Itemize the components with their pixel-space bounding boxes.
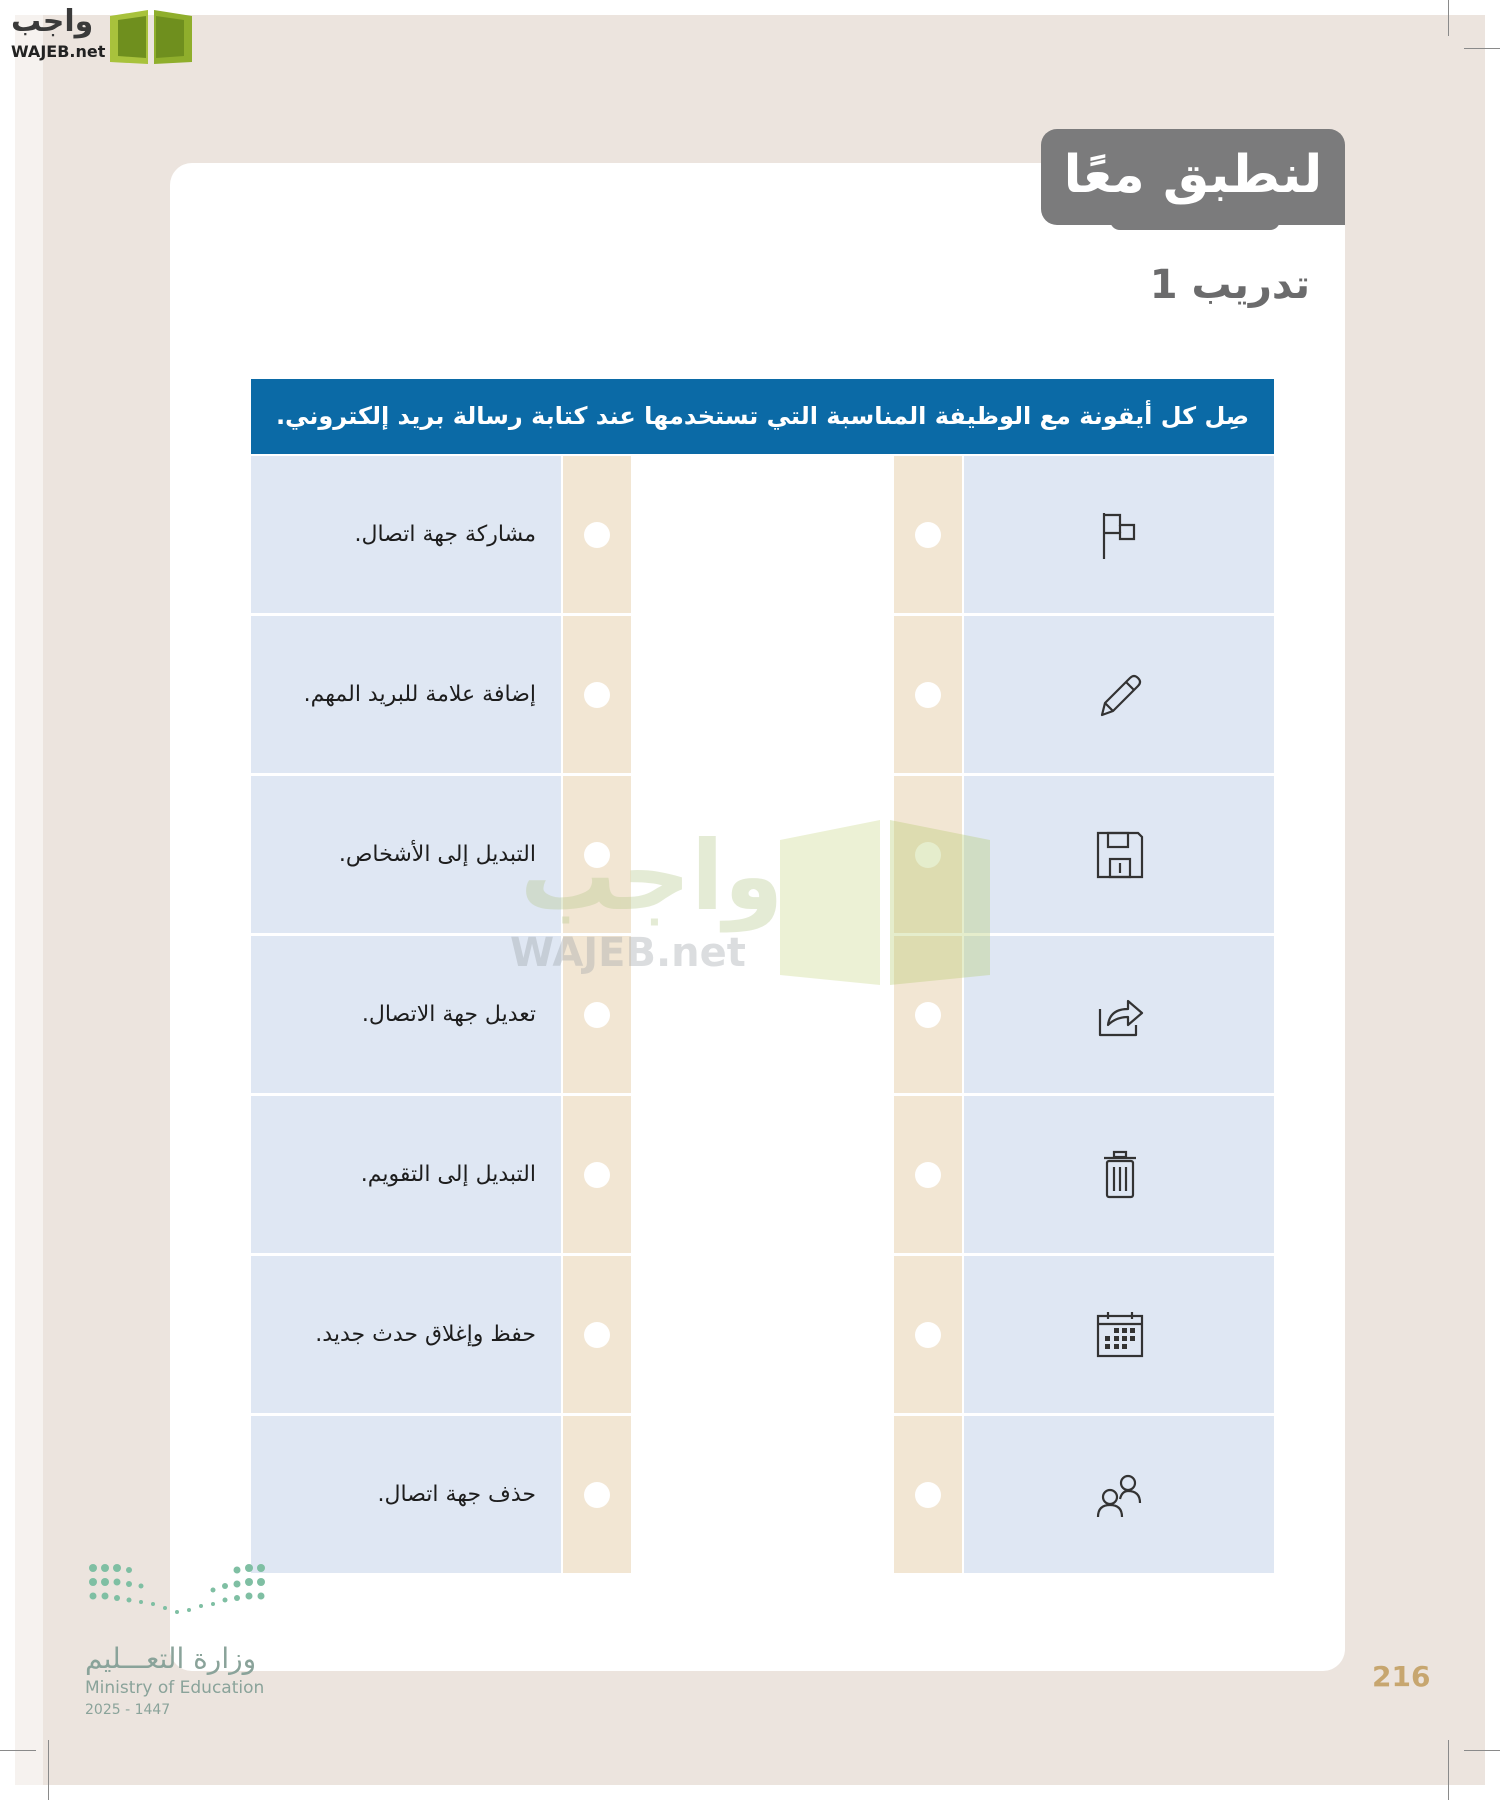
- wajeb-logo: [8, 2, 193, 68]
- matching-row: [251, 1256, 1274, 1413]
- icon-cell: [964, 1416, 1274, 1573]
- left-margin-strip: [15, 15, 43, 1785]
- icon-cell: [964, 1096, 1274, 1253]
- icon-dot-column: [894, 1096, 962, 1253]
- exercise-heading: تدريب 1: [1149, 262, 1310, 308]
- crop-mark: [1448, 0, 1449, 36]
- icon-cell: [964, 456, 1274, 613]
- icon-connector-dot[interactable]: [915, 1482, 941, 1508]
- trash-icon: [1094, 1149, 1146, 1201]
- page-title: لنطبق معًا: [1063, 145, 1323, 205]
- ministry-name-english: Ministry of Education: [85, 1678, 265, 1698]
- function-label: تعديل جهة الاتصال.: [361, 1002, 536, 1027]
- function-label: التبديل إلى الأشخاص.: [338, 842, 536, 867]
- function-dot-column: [563, 616, 631, 773]
- icon-connector-dot[interactable]: [915, 1162, 941, 1188]
- function-dot-column: [563, 1096, 631, 1253]
- pencil-icon: [1094, 669, 1146, 721]
- function-connector-dot[interactable]: [584, 522, 610, 548]
- function-cell: [251, 616, 561, 773]
- page-number: 216: [1372, 1660, 1431, 1693]
- icon-dot-column: [894, 616, 962, 773]
- logo-word: واجب: [11, 4, 94, 39]
- icon-cell: [964, 1256, 1274, 1413]
- watermark-book-icon: [770, 810, 1000, 990]
- save-icon: [1094, 829, 1146, 881]
- crop-mark: [48, 1740, 49, 1800]
- matching-row: [251, 1096, 1274, 1253]
- function-dot-column: [563, 456, 631, 613]
- function-label: مشاركة جهة اتصال.: [354, 522, 536, 547]
- logo-net: WAJEB.net: [11, 42, 106, 61]
- book-logo-icon: [106, 6, 196, 66]
- function-connector-dot[interactable]: [584, 682, 610, 708]
- ministry-name-arabic: وزارة التعـــليم: [85, 1642, 257, 1675]
- watermark: [500, 800, 1020, 1000]
- function-dot-column: [563, 1256, 631, 1413]
- icon-connector-dot[interactable]: [915, 1002, 941, 1028]
- crop-mark: [0, 1750, 36, 1751]
- function-cell: [251, 456, 561, 613]
- instruction-bar: صِل كل أيقونة مع الوظيفة المناسبة التي تستخدمها عند كتابة رسالة بريد إلكتروني.: [251, 379, 1274, 454]
- share-icon: [1094, 989, 1146, 1041]
- function-connector-dot[interactable]: [584, 1162, 610, 1188]
- flag-icon: [1094, 509, 1146, 561]
- matching-row: [251, 1416, 1274, 1573]
- function-label: حذف جهة اتصال.: [377, 1482, 536, 1507]
- function-cell: [251, 1096, 561, 1253]
- icon-cell: [964, 616, 1274, 773]
- academic-year: 2025 - 1447: [85, 1702, 171, 1718]
- function-dot-column: [563, 1416, 631, 1573]
- watermark-net: WAJEB.net: [510, 930, 746, 976]
- people-icon: [1094, 1469, 1146, 1521]
- icon-connector-dot[interactable]: [915, 522, 941, 548]
- function-connector-dot[interactable]: [584, 1482, 610, 1508]
- crop-mark: [1464, 48, 1500, 49]
- function-connector-dot[interactable]: [584, 1002, 610, 1028]
- function-label: إضافة علامة للبريد المهم.: [303, 682, 536, 707]
- calendar-icon: [1094, 1309, 1146, 1361]
- function-label: التبديل إلى التقويم.: [360, 1162, 536, 1187]
- function-cell: [251, 1416, 561, 1573]
- ministry-dots-icon: [85, 1560, 270, 1640]
- function-cell: [251, 1256, 561, 1413]
- icon-dot-column: [894, 456, 962, 613]
- function-connector-dot[interactable]: [584, 1322, 610, 1348]
- icon-connector-dot[interactable]: [915, 682, 941, 708]
- crop-mark: [1448, 1740, 1449, 1800]
- icon-dot-column: [894, 1256, 962, 1413]
- matching-row: [251, 616, 1274, 773]
- icon-connector-dot[interactable]: [915, 1322, 941, 1348]
- icon-dot-column: [894, 1416, 962, 1573]
- watermark-word: واجب: [520, 820, 784, 932]
- crop-mark: [1464, 1750, 1500, 1751]
- function-label: حفظ وإغلاق حدث جديد.: [315, 1322, 536, 1347]
- ministry-logo: [85, 1560, 285, 1720]
- matching-row: [251, 456, 1274, 613]
